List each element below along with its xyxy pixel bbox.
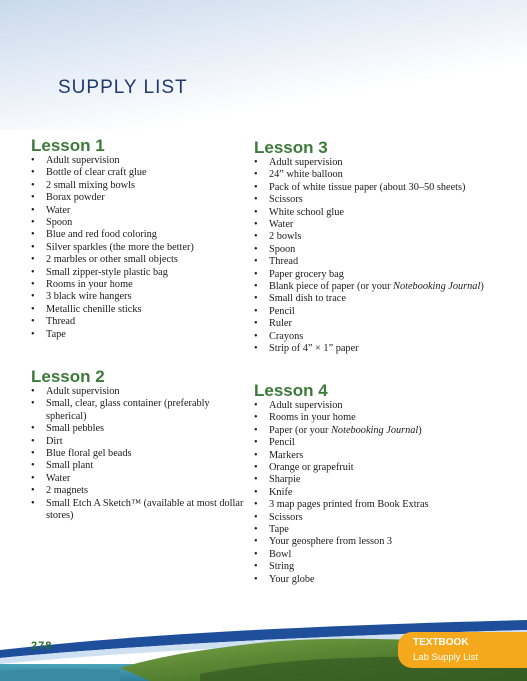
list-item: • Pencil: [254, 437, 474, 449]
footer-tab-title: TEXTBOOK: [413, 637, 469, 648]
list-item: • 24” white balloon: [254, 169, 474, 181]
list-item: • Small dish to trace: [254, 293, 474, 305]
list-item: • 2 magnets: [31, 485, 251, 497]
list-item: • Adult supervision: [254, 400, 474, 412]
list-item: • Paper grocery bag: [254, 269, 474, 281]
list-item: • Paper (or your Notebooking Journal): [254, 425, 474, 437]
lesson-heading: Lesson 3: [254, 138, 328, 157]
list-item: • Water: [31, 473, 251, 485]
page-number: 278: [31, 640, 53, 652]
supply-list: [31, 155, 251, 341]
list-item: • Small, clear, glass container (preferably spherical): [31, 398, 251, 423]
list-item: • Crayons: [254, 331, 474, 343]
list-item: • Rooms in your home: [31, 279, 251, 291]
header-sky-background: [0, 0, 527, 130]
list-item: • Markers: [254, 450, 474, 462]
list-item: • Metallic chenille sticks: [31, 304, 251, 316]
list-item: • Thread: [254, 256, 474, 268]
footer-tab-subtitle: Lab Supply List: [413, 652, 478, 663]
list-item: • Spoon: [254, 244, 474, 256]
list-item: • Scissors: [254, 512, 474, 524]
list-item: • Pack of white tissue paper (about 30–50 sheets): [254, 182, 499, 194]
supply-list: [254, 157, 509, 356]
supply-list: [254, 400, 474, 586]
list-item: • Bowl: [254, 549, 474, 561]
list-item: • Small zipper-style plastic bag: [31, 267, 251, 279]
list-item: • Adult supervision: [31, 386, 251, 398]
list-item: • Strip of 4” × 1” paper: [254, 343, 474, 355]
list-item: • Small Etch A Sketch™ (available at most dollar stores): [31, 498, 246, 523]
list-item: • Your globe: [254, 574, 474, 586]
list-item: • Adult supervision: [254, 157, 474, 169]
list-item: • Spoon: [31, 217, 251, 229]
list-item: • Water: [31, 205, 251, 217]
list-item: • Your geosphere from lesson 3: [254, 536, 474, 548]
list-item: • Thread: [31, 316, 251, 328]
lesson-2-section: [31, 368, 251, 522]
list-item: • Pencil: [254, 306, 474, 318]
list-item: • 2 bowls: [254, 231, 474, 243]
list-item: • Blank piece of paper (or your Notebooking Journal): [254, 281, 509, 293]
list-item: • White school glue: [254, 207, 474, 219]
lesson-1-section: [31, 137, 251, 341]
page-title: SUPPLY LIST: [58, 77, 188, 98]
list-item: • 3 black wire hangers: [31, 291, 251, 303]
lesson-3-section: [254, 139, 509, 356]
list-item: • Tape: [31, 329, 251, 341]
supply-list: [31, 386, 251, 522]
list-item: • Borax powder: [31, 192, 251, 204]
list-item: • 3 map pages printed from Book Extras: [254, 499, 474, 511]
list-item: • Blue and red food coloring: [31, 229, 251, 241]
list-item: • Blue floral gel beads: [31, 448, 251, 460]
list-item: • Dirt: [31, 436, 251, 448]
list-item: • Silver sparkles (the more the better): [31, 242, 251, 254]
list-item: • Small plant: [31, 460, 251, 472]
list-item: • Bottle of clear craft glue: [31, 167, 251, 179]
list-item: • 2 marbles or other small objects: [31, 254, 251, 266]
list-item: • Rooms in your home: [254, 412, 474, 424]
list-item: • Tape: [254, 524, 474, 536]
list-item: • Water: [254, 219, 474, 231]
list-item: • Orange or grapefruit: [254, 462, 474, 474]
lesson-heading: Lesson 2: [31, 367, 105, 386]
lesson-heading: Lesson 1: [31, 136, 105, 155]
lesson-heading: Lesson 4: [254, 381, 328, 400]
list-item: • Small pebbles: [31, 423, 251, 435]
list-item: • Scissors: [254, 194, 474, 206]
list-item: • Adult supervision: [31, 155, 251, 167]
list-item: • Knife: [254, 487, 474, 499]
list-item: • 2 small mixing bowls: [31, 180, 251, 192]
lesson-4-section: [254, 382, 474, 586]
list-item: • Sharpie: [254, 474, 474, 486]
list-item: • String: [254, 561, 474, 573]
list-item: • Ruler: [254, 318, 474, 330]
